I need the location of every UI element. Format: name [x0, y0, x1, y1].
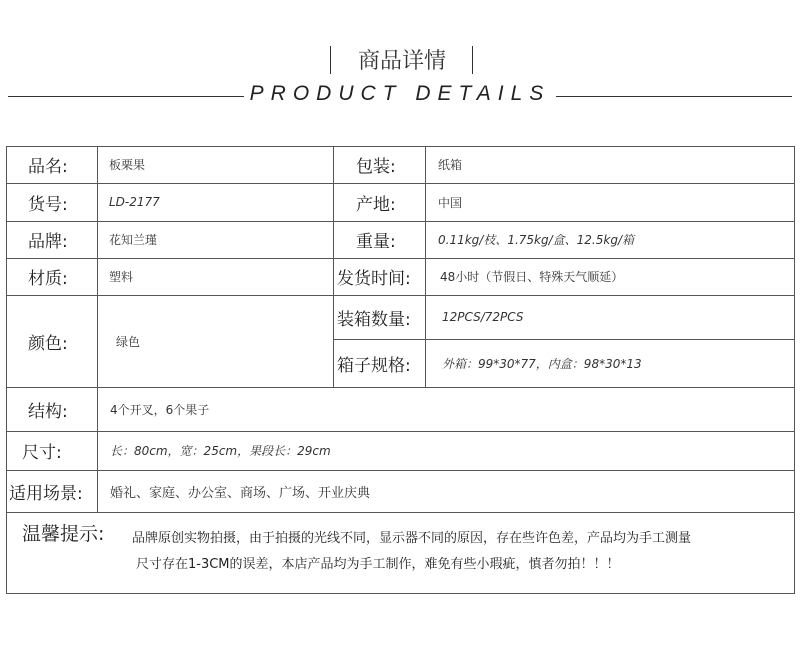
package-value: 纸箱	[438, 158, 463, 172]
name-label: 品名:	[28, 157, 68, 177]
name-value: 板栗果	[109, 158, 146, 172]
notice-label: 温馨提示:	[22, 522, 105, 545]
column-divider	[97, 146, 98, 512]
material-value: 塑料	[109, 270, 134, 284]
origin-value: 中国	[438, 195, 463, 210]
package-label: 包装:	[356, 157, 396, 177]
title-left-rule	[8, 96, 244, 97]
brand-label: 品牌:	[28, 232, 68, 252]
size-label: 尺寸:	[22, 443, 62, 463]
box-qty-value: 12PCS/72PCS	[442, 310, 524, 324]
column-divider	[333, 146, 334, 387]
weight-value: 0.11kg/枝、1.75kg/盒、12.5kg/箱	[438, 233, 634, 247]
box-qty-label: 装箱数量:	[337, 309, 411, 330]
column-divider	[425, 146, 426, 387]
item-no-value: LD-2177	[109, 195, 160, 209]
page-title-cn: 商品详情	[357, 48, 446, 74]
structure-label: 结构:	[28, 401, 68, 422]
ship-time-label: 发货时间:	[337, 269, 411, 289]
brand-value: 花知兰瑾	[109, 233, 158, 247]
notice-line-1: 品牌原创实物拍摄，由于拍摄的光线不同，显示器不同的原因，存在些许色差，产品均为手工测量	[132, 530, 692, 546]
page-title-en: PRODUCT DETAILS	[249, 82, 551, 105]
scenes-label: 适用场景:	[9, 483, 83, 504]
item-no-label: 货号:	[28, 194, 68, 215]
table-border-right	[794, 146, 795, 594]
section-header	[0, 0, 800, 120]
structure-value: 4个开叉，6个果子	[110, 402, 210, 417]
title-right-rule	[556, 96, 792, 97]
ship-time-value: 48小时（节假日、特殊天气顺延）	[440, 270, 624, 284]
row-divider	[6, 512, 795, 513]
color-value: 绿色	[116, 334, 141, 349]
table-border-bottom	[6, 593, 795, 594]
origin-label: 产地:	[356, 194, 396, 215]
material-label: 材质:	[28, 269, 68, 289]
box-size-value: 外箱：99*30*77，内盒：98*30*13	[442, 356, 642, 371]
scenes-value: 婚礼、家庭、办公室、商场、广场、开业庆典	[110, 485, 371, 501]
weight-label: 重量:	[356, 232, 396, 252]
size-value: 长：80cm，宽：25cm，果段长：29cm	[110, 444, 331, 458]
notice-line-2: 尺寸存在1-3CM的误差，本店产品均为手工制作，难免有些小瑕疵，慎者勿拍！！！	[136, 556, 620, 572]
box-size-label: 箱子规格:	[337, 355, 411, 376]
product-details-table	[6, 146, 795, 594]
title-right-bar	[472, 46, 473, 74]
table-border-left	[6, 146, 7, 594]
color-label: 颜色:	[28, 333, 68, 354]
